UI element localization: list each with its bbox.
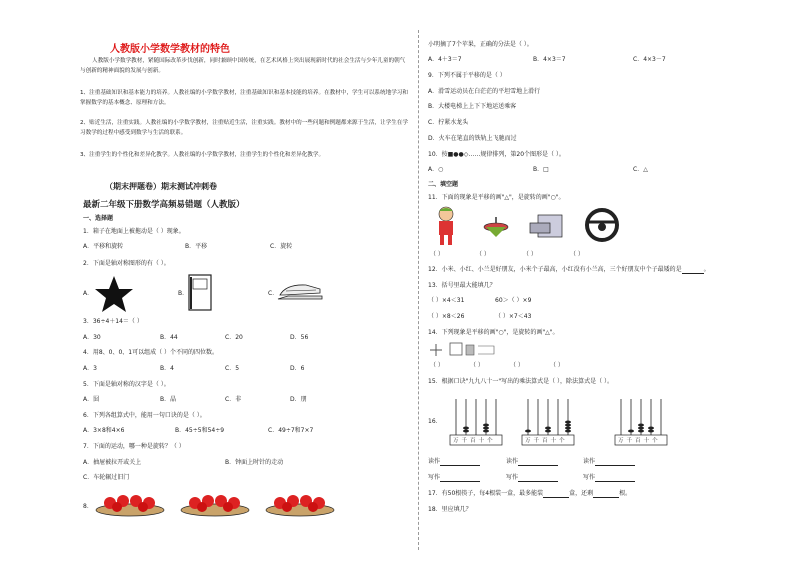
question-5: 5．下面是轴对称的汉字是（ ）。 <box>83 381 170 388</box>
q14-mark-1[interactable]: （ ） <box>430 362 444 369</box>
exam-header: （期末押题卷）期末测试冲刺卷 <box>105 182 217 191</box>
intro-title: 人教版小学数学教材的特色 <box>110 44 230 55</box>
question-15: 15．根据口诀"九九八十一"写出的乘法算式是（ ），除法算式是（ ）。 <box>428 378 613 385</box>
plate-1 <box>96 495 164 516</box>
read-line-2[interactable]: 读作 <box>506 458 558 466</box>
q6-option-a: A．3×8和4×6 <box>83 427 125 434</box>
abacus-1-labels: 万千百十个 <box>453 438 496 444</box>
intro-point-2: 2、贴近生活，注重实践。人教社编的小学数学教材，注重贴近生活，注重实践。教材中的一些问题和例题都来源于生活，让学生在学习数学的过程中感受到数学与生活的联系。 <box>80 120 408 136</box>
section-fill: 二、填空题 <box>428 181 459 188</box>
write-line-1[interactable]: 写作 <box>428 474 480 482</box>
question-9: 9．下列不属于平移的是（ ） <box>428 72 506 79</box>
intro-point-1: 1、注重基础知识和基本能力的培养。人教社编的小学数学教材，注重基础知识和基本技能的培养。在教材中，学生可以系统地学习和掌握数学的基本概念、原理和方法。 <box>80 90 408 106</box>
q3-option-d: D．56 <box>290 334 309 341</box>
apple-plates-image <box>95 490 335 518</box>
q17-blank-left[interactable] <box>593 491 619 498</box>
q14-images <box>428 340 498 358</box>
section-choice: 一、选择题 <box>83 215 114 222</box>
q13-item-3[interactable]: （ ）×8＜26 <box>428 313 465 320</box>
question-10: 10．按■●●◇……规律排列，第20个图形是（ ）。 <box>428 151 565 158</box>
question-4: 4．用8、0、0、1可以组成（ ）个不同的四位数。 <box>83 349 218 356</box>
q3-option-c: C．20 <box>225 334 243 341</box>
q11-mark-4[interactable]: （ ） <box>570 251 584 258</box>
intro-point-3: 3、注重学生的个性化和差异化教学。人教社编的小学数学教材，注重学生的个性化和差异化教学。 <box>80 152 325 158</box>
question-3: 3．36÷4＋14＝（ ） <box>83 318 143 325</box>
plate-3 <box>266 495 334 516</box>
q2-option-b: B． <box>178 290 189 297</box>
q8-option-a: A．4＋3＝7 <box>428 56 462 63</box>
write-line-2[interactable]: 写作 <box>506 474 558 482</box>
q14-mark-3[interactable]: （ ） <box>510 362 524 369</box>
q4-option-c: C．5 <box>225 365 240 372</box>
q10-option-c: C．△ <box>633 166 648 173</box>
q14-mark-2[interactable]: （ ） <box>470 362 484 369</box>
q11-images <box>434 205 624 249</box>
q10-option-b: B．□ <box>533 166 549 173</box>
q2-option-c: C． <box>268 290 279 297</box>
q11-mark-3[interactable]: （ ） <box>523 251 537 258</box>
steering-wheel-icon <box>587 210 617 240</box>
q4-option-a: A．3 <box>83 365 97 372</box>
q11-mark-1[interactable]: （ ） <box>430 251 444 258</box>
q4-option-d: D．6 <box>290 365 305 372</box>
drawer-icon <box>530 215 562 237</box>
star-icon <box>94 275 134 313</box>
q5-option-b: B．晶 <box>160 396 177 403</box>
q13-item-1[interactable]: （ ）×4＜31 <box>428 297 465 304</box>
write-line-3[interactable]: 写作 <box>583 474 635 482</box>
q5-option-d: D．朋 <box>290 396 307 403</box>
q13-item-2[interactable]: 60＞（ ）×9 <box>495 297 532 304</box>
q6-option-b: B．45÷5和54÷9 <box>175 427 225 434</box>
q9-option-c: C．拧紧水龙头 <box>428 119 469 126</box>
child-icon <box>439 207 453 245</box>
question-17: 17．有50根筷子，每4根装一盒，最多能装 盒，还剩 根。 <box>428 490 632 497</box>
q5-option-a: A．囧 <box>83 396 100 403</box>
q13-item-4[interactable]: （ ）×7＜43 <box>495 313 532 320</box>
q8-option-c: C．4×3－7 <box>633 56 666 63</box>
question-16: 16． <box>428 418 442 425</box>
plate-2 <box>181 495 249 516</box>
spinning-top-icon <box>484 217 508 237</box>
q11-mark-2[interactable]: （ ） <box>476 251 490 258</box>
q6-option-c: C．49÷7和7×7 <box>268 427 314 434</box>
q7-option-c: C．车轮辗过旧门 <box>83 474 130 481</box>
abacus-2-labels: 万千百十个 <box>525 438 568 444</box>
question-7: 7．下面的运动，哪一种是旋转？（ ） <box>83 443 185 450</box>
question-13: 13．括号里最大能填几？ <box>428 282 496 289</box>
column-divider <box>418 30 419 550</box>
q5-option-c: C．非 <box>225 396 242 403</box>
q9-option-d: D．火车在笔直的铁轨上飞驰而过 <box>428 135 517 142</box>
q7-option-b: B．钟面上时针的走动 <box>225 459 284 466</box>
q8-option-b: B．4×3＝7 <box>533 56 566 63</box>
question-8-text: 小明摘了7个苹果，正确的分法是（ ）。 <box>428 41 533 48</box>
q10-option-a: A．○ <box>428 166 444 173</box>
q9-option-a: A．滑雪运动员在白茫茫的平坦雪地上滑行 <box>428 88 541 95</box>
q3-option-a: A．30 <box>83 334 101 341</box>
stapler-icon <box>276 281 324 303</box>
question-2: 2．下面是轴对称图形的有（ ）。 <box>83 260 170 267</box>
question-6: 6．下列各组算式中，能用一句口诀的是（ ）。 <box>83 412 206 419</box>
read-line-3[interactable]: 读作 <box>583 458 635 466</box>
question-12-text: 12．小米、小红、小兰是好朋友，小米个子最高，小红没有小兰高，三个好朋友中个子最矮的是 <box>428 266 682 273</box>
q2-option-a: A． <box>83 290 94 297</box>
notebook-icon <box>187 273 215 313</box>
abacus-3-labels: 万千百十个 <box>618 438 661 444</box>
q1-option-b: B．平移 <box>185 243 208 250</box>
q1-option-c: C．旋转 <box>270 243 293 250</box>
q7-option-a: A．抽屉被拉开或关上 <box>83 459 142 466</box>
q12-blank[interactable] <box>682 267 704 274</box>
question-18: 18．里应填几？ <box>428 506 472 513</box>
question-12: 12．小米、小红、小兰是好朋友，小米个子最高，小红没有小兰高，三个好朋友中个子最矮的是 。 <box>428 266 710 273</box>
read-line-1[interactable]: 读作 <box>428 458 480 466</box>
q4-option-b: B．4 <box>160 365 174 372</box>
q14-mark-4[interactable]: （ ） <box>550 362 564 369</box>
exam-subheader: 最新二年级下册数学高频易错题（人教版） <box>83 200 245 210</box>
q3-option-b: B．44 <box>160 334 178 341</box>
question-14: 14．下列现象是平移的画"○"，是旋转的画"△"。 <box>428 329 559 336</box>
question-11: 11．下面的现象是平移的画"△"，是旋转的画"○"。 <box>428 194 565 201</box>
intro-paragraph: 人教版小学数学教材，紧随国际改革步伐创新，同时兼顾中国传统，在艺术风格上突出展现新时代的社会生活与少年儿童的朝气与创新的精神面貌的发展与创新。 <box>80 58 406 74</box>
q9-option-b: B．大楼电梯上上下下地运送乘客 <box>428 103 517 110</box>
question-1: 1．箱子在地面上被拖动是（ ）现象。 <box>83 228 185 235</box>
q1-option-a: A．平移和旋转 <box>83 243 124 250</box>
q17-blank-boxes[interactable] <box>543 491 569 498</box>
question-8: 8． <box>83 503 93 510</box>
